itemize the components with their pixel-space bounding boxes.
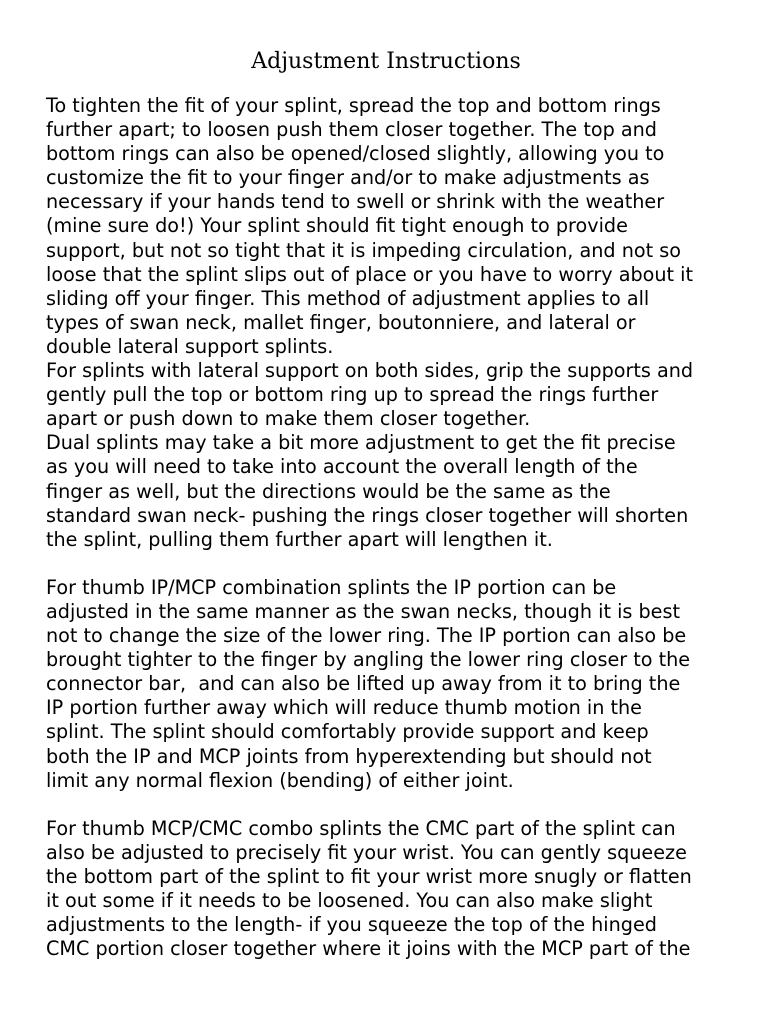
text-line: gently pull the top or bottom ring up to spread the rings further [46,383,659,407]
text-line: connector bar, and can also be lifted up away from it to bring the [46,672,681,696]
text-line: the splint, pulling them further apart will lengthen it. [46,527,553,551]
text-line: For thumb MCP/CMC combo splints the CMC part of the splint can [46,816,676,840]
text-line: CMC portion closer together where it joins with the MCP part of the [46,937,691,961]
paragraph-tighten-loosen [46,94,746,359]
text-line: brought tighter to the finger by angling the lower ring closer to the [46,648,691,672]
text-line: not to change the size of the lower ring. The IP portion can also be [46,624,687,648]
text-line: as you will need to take into account the overall length of the [46,455,638,479]
text-line: necessary if your hands tend to swell or shrink with the weather [46,190,665,214]
document-title: Adjustment Instructions [251,49,521,74]
text-line: customize the fit to your finger and/or to make adjustments as [46,166,650,190]
paragraph-thumb-ip-mcp [46,576,746,793]
text-line: limit any normal flexion (bending) of either joint. [46,768,514,792]
text-line: support, but not so tight that it is impeding circulation, and not so [46,238,681,262]
document-body [46,94,746,961]
text-line: standard swan neck- pushing the rings closer together will shorten [46,503,689,527]
text-line: Dual splints may take a bit more adjustment to get the fit precise [46,431,676,455]
text-line: types of swan neck, mallet finger, boutonniere, and lateral or [46,310,636,334]
paragraph-lateral-support [46,359,746,431]
paragraph-thumb-mcp-cmc [46,817,746,962]
text-line: splint. The splint should comfortably provide support and keep [46,720,649,744]
paragraph-dual-splints [46,431,746,551]
text-line: For splints with lateral support on both sides, grip the supports and [46,359,694,383]
text-line: also be adjusted to precisely fit your wrist. You can gently squeeze [46,840,687,864]
text-line: it out some if it needs to be loosened. You can also make slight [46,889,653,913]
text-line: adjusted in the same manner as the swan necks, though it is best [46,599,681,623]
text-line: sliding off your finger. This method of adjustment applies to all [46,286,650,310]
text-line: the bottom part of the splint to fit your wrist more snugly or flatten [46,865,692,888]
text-line: loose that the splint slips out of place or you have to worry about it [46,262,694,286]
text-line: For thumb IP/MCP combination splints the IP portion can be [46,575,617,599]
text-line: apart or push down to make them closer together. [46,407,531,431]
text-line: (mine sure do!) Your splint should fit tight enough to provide [46,214,628,238]
text-line: To tighten the fit of your splint, spread the top and bottom rings [46,94,661,117]
text-line: double lateral support splints. [46,334,334,358]
text-line: adjustments to the length- if you squeeze the top of the hinged [46,913,657,937]
text-line: bottom rings can also be opened/closed slightly, allowing you to [46,142,665,166]
text-line: both the IP and MCP joints from hyperextending but should not [46,744,652,768]
text-line: further apart; to loosen push them closer together. The top and [46,118,657,142]
text-line: IP portion further away which will reduce thumb motion in the [46,696,642,720]
text-line: finger as well, but the directions would be the same as the [46,479,611,503]
